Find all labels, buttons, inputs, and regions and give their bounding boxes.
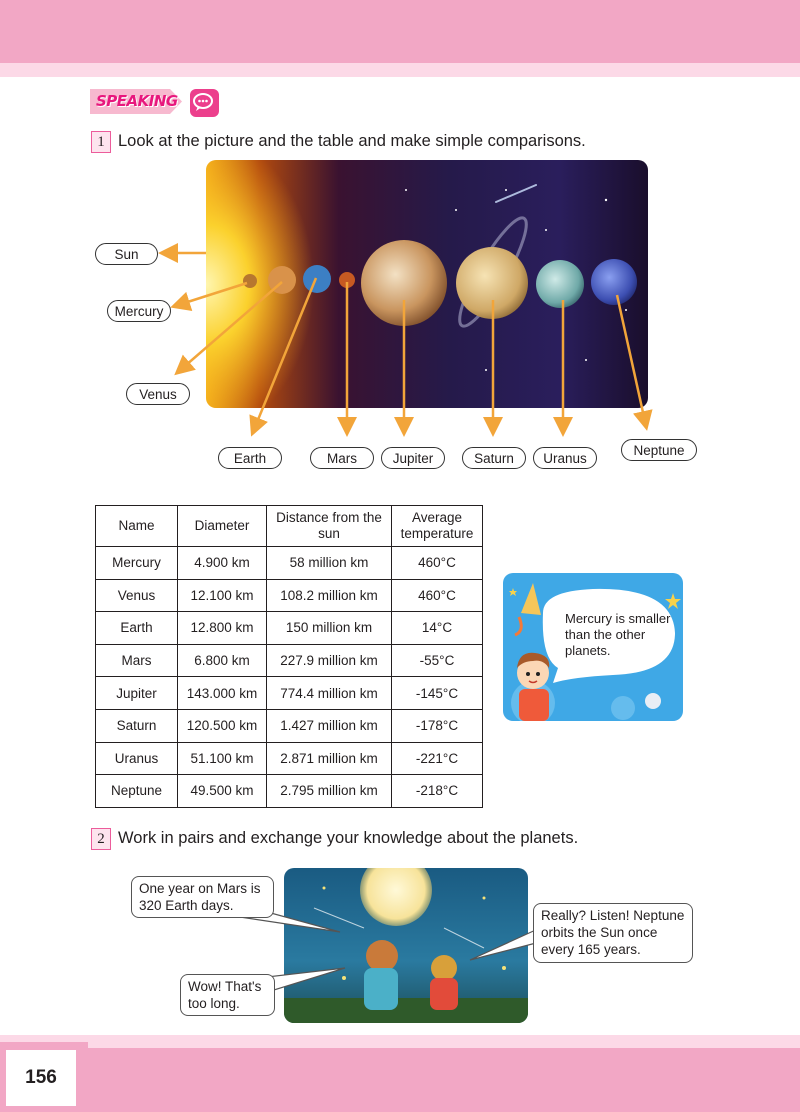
task-number-1: 1 [91, 131, 111, 153]
table-cell: Saturn [96, 709, 178, 742]
table-cell: 12.100 km [178, 579, 267, 612]
table-row [96, 612, 483, 645]
task-2-instruction: Work in pairs and exchange your knowledge about the planets. [118, 829, 579, 847]
table-header: Name [96, 506, 178, 547]
label-sun: Sun [95, 243, 158, 265]
table-cell: 774.4 million km [267, 677, 392, 710]
table-cell: Mercury [96, 547, 178, 580]
table-cell: 2.871 million km [267, 742, 392, 775]
speech-bubble-text: Mercury is smaller than the other planets. [565, 611, 671, 658]
label-uranus: Uranus [533, 447, 597, 469]
table-header-row [96, 506, 483, 547]
table-cell: 14°C [392, 612, 483, 645]
footer-band-light [0, 1035, 800, 1048]
label-mercury: Mercury [107, 300, 171, 322]
table-cell: 150 million km [267, 612, 392, 645]
table-cell: Venus [96, 579, 178, 612]
table-cell: 108.2 million km [267, 579, 392, 612]
table-cell: -145°C [392, 677, 483, 710]
table-cell: Neptune [96, 775, 178, 808]
table-row [96, 677, 483, 710]
table-cell: -55°C [392, 644, 483, 677]
page-number: 156 [6, 1050, 76, 1106]
table-cell: Uranus [96, 742, 178, 775]
callout-mars-year: One year on Mars is 320 Earth days. [131, 876, 274, 918]
table-cell: 143.000 km [178, 677, 267, 710]
table-cell: -218°C [392, 775, 483, 808]
callout-neptune: Really? Listen! Neptune orbits the Sun once every 165 years. [533, 903, 693, 963]
table-header: Average temperature [392, 506, 483, 547]
table-cell: 49.500 km [178, 775, 267, 808]
table-header: Diameter [178, 506, 267, 547]
label-neptune: Neptune [621, 439, 697, 461]
table-row [96, 709, 483, 742]
table-cell: Earth [96, 612, 178, 645]
task-1-instruction: Look at the picture and the table and make simple comparisons. [118, 132, 586, 150]
table-cell: 4.900 km [178, 547, 267, 580]
table-cell: 227.9 million km [267, 644, 392, 677]
label-mars: Mars [310, 447, 374, 469]
label-jupiter: Jupiter [381, 447, 445, 469]
table-row [96, 547, 483, 580]
task-number-2: 2 [91, 828, 111, 850]
table-cell: 460°C [392, 547, 483, 580]
table-cell: 120.500 km [178, 709, 267, 742]
table-cell: 58 million km [267, 547, 392, 580]
table-row [96, 579, 483, 612]
table-cell: 51.100 km [178, 742, 267, 775]
section-title: SPEAKING [96, 92, 178, 110]
table-cell: 460°C [392, 579, 483, 612]
label-venus: Venus [126, 383, 190, 405]
planet-data-table [95, 505, 483, 808]
footer-band [0, 1048, 800, 1112]
table-cell: 2.795 million km [267, 775, 392, 808]
table-cell: Mars [96, 644, 178, 677]
table-row [96, 644, 483, 677]
table-header: Distance from the sun [267, 506, 392, 547]
table-cell: 6.800 km [178, 644, 267, 677]
planet-pointer-arrows [0, 0, 800, 480]
table-cell: -178°C [392, 709, 483, 742]
table-cell: -221°C [392, 742, 483, 775]
callout-wow: Wow! That's too long. [180, 974, 275, 1016]
table-row [96, 775, 483, 808]
page-number-box [0, 1042, 88, 1112]
label-saturn: Saturn [462, 447, 526, 469]
table-cell: 12.800 km [178, 612, 267, 645]
table-cell: 1.427 million km [267, 709, 392, 742]
label-earth: Earth [218, 447, 282, 469]
table-cell: Jupiter [96, 677, 178, 710]
table-row [96, 742, 483, 775]
